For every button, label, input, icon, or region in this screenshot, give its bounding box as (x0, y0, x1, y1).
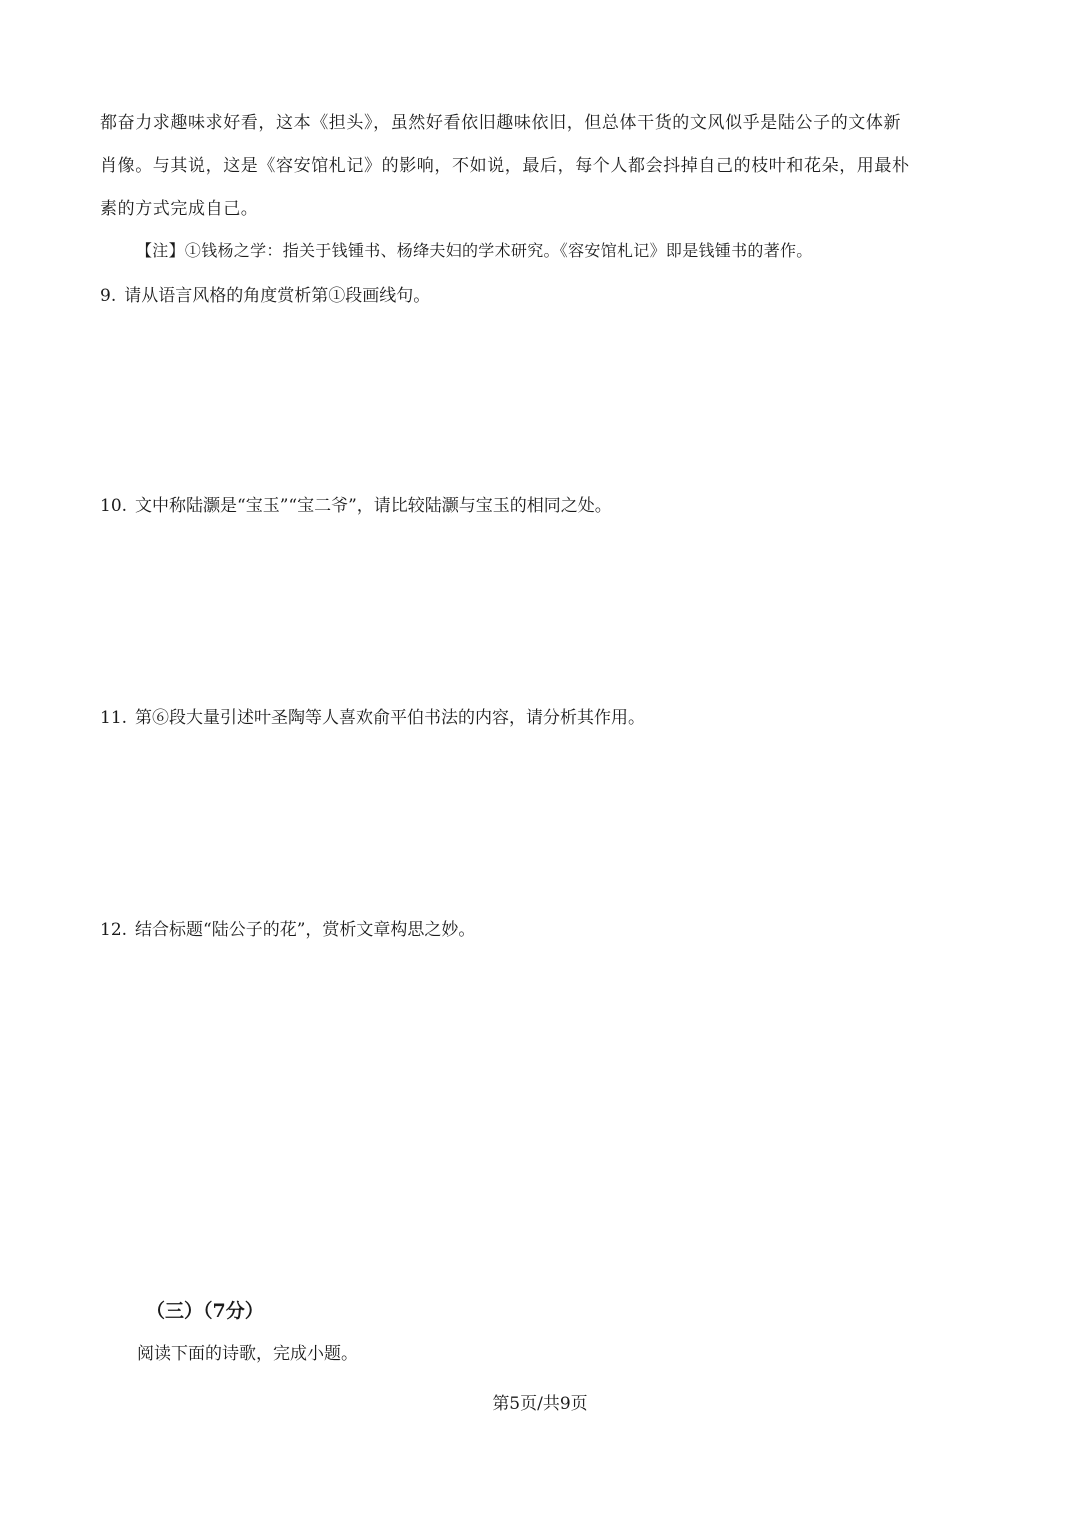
passage-footnote: 【注】①钱杨之学：指关于钱锺书、杨绛夫妇的学术研究。《容安馆札记》即是钱锺书的著作。 (136, 241, 813, 260)
passage-line-2: 肖像。与其说，这是《容安馆札记》的影响，不如说，最后，每个人都会抖掉自己的枝叶和花朵，用最朴 (100, 156, 910, 176)
passage-line-3: 素的方式完成自己。 (100, 199, 259, 219)
question-number: 11. (100, 708, 128, 728)
question-number: 9. (100, 286, 117, 306)
question-number: 10. (100, 496, 128, 516)
question-text: 第⑥段大量引述叶圣陶等人喜欢俞平伯书法的内容，请分析其作用。 (135, 708, 646, 728)
section-instruction: 阅读下面的诗歌，完成小题。 (137, 1344, 358, 1364)
passage-line-1: 都奋力求趣味求好看，这本《担头》，虽然好看依旧趣味依旧，但总体干货的文风似乎是陆公子的文体新 (100, 113, 902, 133)
question-10 (100, 495, 612, 517)
page-footer: 第5页/共9页 (492, 1394, 588, 1414)
question-text: 结合标题“陆公子的花”，赏析文章构思之妙。 (135, 920, 476, 940)
question-number: 12. (100, 920, 128, 940)
question-12 (100, 919, 475, 941)
section-title: （三）（7分） (146, 1300, 264, 1322)
question-9 (100, 285, 430, 307)
question-text: 请从语言风格的角度赏析第①段画线句。 (124, 286, 431, 306)
question-text: 文中称陆灏是“宝玉”“宝二爷”，请比较陆灏与宝玉的相同之处。 (135, 496, 612, 516)
question-11 (100, 707, 645, 729)
